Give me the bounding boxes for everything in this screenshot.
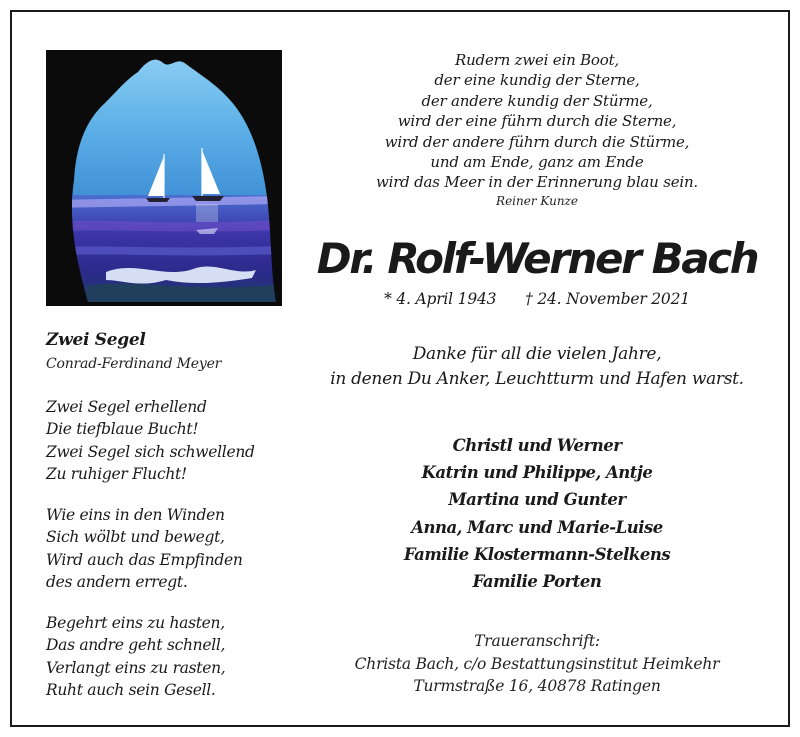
obituary-notice xyxy=(10,10,790,727)
mourner-name: Katrin und Philippe, Antje xyxy=(421,463,653,483)
poem-line: Begehrt eins zu hasten, xyxy=(46,614,225,632)
thanks-line: Danke für all die vielen Jahre, xyxy=(412,344,662,364)
address-line: Turmstraße 16, 40878 Ratingen xyxy=(413,677,661,696)
poem-line: Zwei Segel sich schwellend xyxy=(46,442,255,461)
mourner-name: Anna, Marc und Marie-Luise xyxy=(411,517,663,537)
poem-author: Conrad-Ferdinand Meyer xyxy=(46,356,222,372)
mourning-address xyxy=(302,630,772,698)
poem-line: Wird auch das Empfinden xyxy=(46,550,243,569)
motto-line: Rudern zwei ein Boot, xyxy=(454,51,619,69)
birth-date: * 4. April 1943 xyxy=(384,290,497,308)
poem-title: Zwei Segel xyxy=(46,330,146,350)
life-dates xyxy=(302,290,772,308)
address-line: Traueranschrift: xyxy=(474,632,600,650)
mourner-name: Familie Klostermann-Stelkens xyxy=(403,544,671,564)
poem-stanza xyxy=(46,612,225,701)
poem-line: Wie eins in den Winden xyxy=(46,506,225,524)
motto-verse xyxy=(302,50,772,193)
poem-line: Sich wölbt und bewegt, xyxy=(46,528,225,547)
poem-line: Die tiefblaue Bucht! xyxy=(46,420,199,439)
motto-line: wird der andere führn durch die Stürme, xyxy=(384,132,690,151)
death-date: † 24. November 2021 xyxy=(525,290,690,308)
motto-line: und am Ende, ganz am Ende xyxy=(430,153,644,172)
poem-line: des andern erregt. xyxy=(46,572,188,591)
poem-line: Zu ruhiger Flucht! xyxy=(46,464,187,483)
poem-stanza xyxy=(46,504,243,593)
poem-stanza xyxy=(46,396,255,485)
motto-line: wird der eine führn durch die Sterne, xyxy=(397,112,677,131)
sailboats-painting-icon xyxy=(46,50,282,306)
motto-author: Reiner Kunze xyxy=(496,194,578,208)
poem-line: Verlangt eins zu rasten, xyxy=(46,658,226,677)
poem-line: Zwei Segel erhellend xyxy=(46,398,207,416)
mourner-name: Martina und Gunter xyxy=(448,490,626,510)
poem-line: Ruht auch sein Gesell. xyxy=(46,680,216,699)
deceased-name: Dr. Rolf-Werner Bach xyxy=(316,234,758,283)
poem-line: Das andre geht schnell, xyxy=(46,636,226,655)
thanks-message xyxy=(302,342,772,392)
mourner-name: Christl und Werner xyxy=(452,436,622,455)
mourners-list xyxy=(302,432,772,595)
motto-line: wird das Meer in der Erinnerung blau sein. xyxy=(375,173,699,192)
thanks-line: in denen Du Anker, Leuchtturm und Hafen warst. xyxy=(330,369,744,389)
mourner-name: Familie Porten xyxy=(472,572,602,592)
address-line: Christa Bach, c/o Bestattungsinstitut Heimkehr xyxy=(354,654,720,673)
motto-line: der eine kundig der Sterne, xyxy=(434,71,640,90)
motto-line: der andere kundig der Stürme, xyxy=(421,91,653,110)
